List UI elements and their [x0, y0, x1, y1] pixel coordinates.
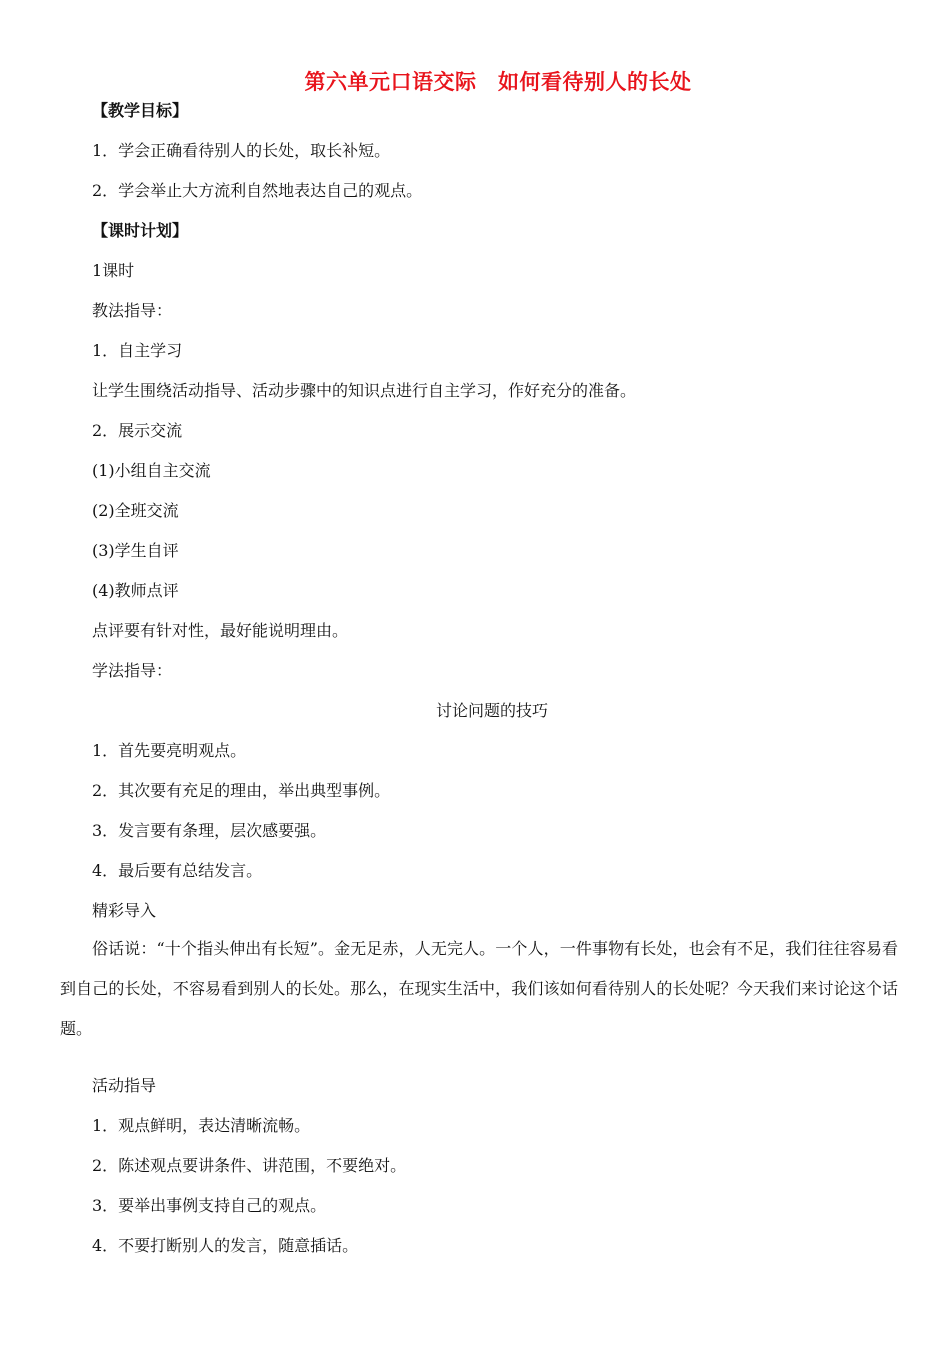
activity-item-4: 4．不要打断别人的发言，随意插话。: [92, 1236, 359, 1255]
schedule-value: 1课时: [92, 261, 135, 280]
sub-item-2: (2)全班交流: [92, 501, 179, 520]
intro-paragraph: 俗话说：“十个指头伸出有长短”。金无足赤，人无完人。一个人，一件事物有长处，也会有不足，我们往往容易看到自己的长处，不容易看到别人的长处。那么，在现实生活中，我们该如何看待别人的长处呢？今天我们来讨论这个话题。: [60, 939, 898, 1038]
method-item-1: 1．自主学习: [92, 341, 183, 360]
activity-item-1: 1．观点鲜明，表达清晰流畅。: [92, 1116, 311, 1135]
teaching-goals-heading: 【教学目标】: [92, 101, 189, 120]
goal-item-1: 1．学会正确看待别人的长处，取长补短。: [92, 141, 391, 160]
skill-item-4: 4．最后要有总结发言。: [92, 861, 263, 880]
comment-note: 点评要有针对性，最好能说明理由。: [92, 621, 349, 640]
schedule-heading: 【课时计划】: [92, 221, 189, 240]
skills-title: 讨论问题的技巧: [435, 701, 548, 720]
sub-item-3: (3)学生自评: [92, 541, 179, 560]
method-item-2: 2．展示交流: [92, 421, 183, 440]
skill-item-3: 3．发言要有条理，层次感要强。: [92, 821, 327, 840]
study-guide-heading: 学法指导：: [92, 661, 173, 680]
goal-item-2: 2．学会举止大方流利自然地表达自己的观点。: [92, 181, 423, 200]
activity-item-3: 3．要举出事例支持自己的观点。: [92, 1196, 327, 1215]
method-item-1-desc: 让学生围绕活动指导、活动步骤中的知识点进行自主学习，作好充分的准备。: [92, 381, 637, 400]
activity-heading: 活动指导: [92, 1076, 157, 1095]
method-guide-heading: 教法指导：: [92, 301, 173, 320]
sub-item-1: (1)小组自主交流: [92, 461, 211, 480]
sub-item-4: (4)教师点评: [92, 581, 179, 600]
activity-item-2: 2．陈述观点要讲条件、讲范围，不要绝对。: [92, 1156, 407, 1175]
skill-item-1: 1．首先要亮明观点。: [92, 741, 247, 760]
skill-item-2: 2．其次要有充足的理由，举出典型事例。: [92, 781, 391, 800]
page-title: 第六单元口语交际 如何看待别人的长处: [304, 70, 692, 94]
intro-heading: 精彩导入: [92, 901, 157, 920]
